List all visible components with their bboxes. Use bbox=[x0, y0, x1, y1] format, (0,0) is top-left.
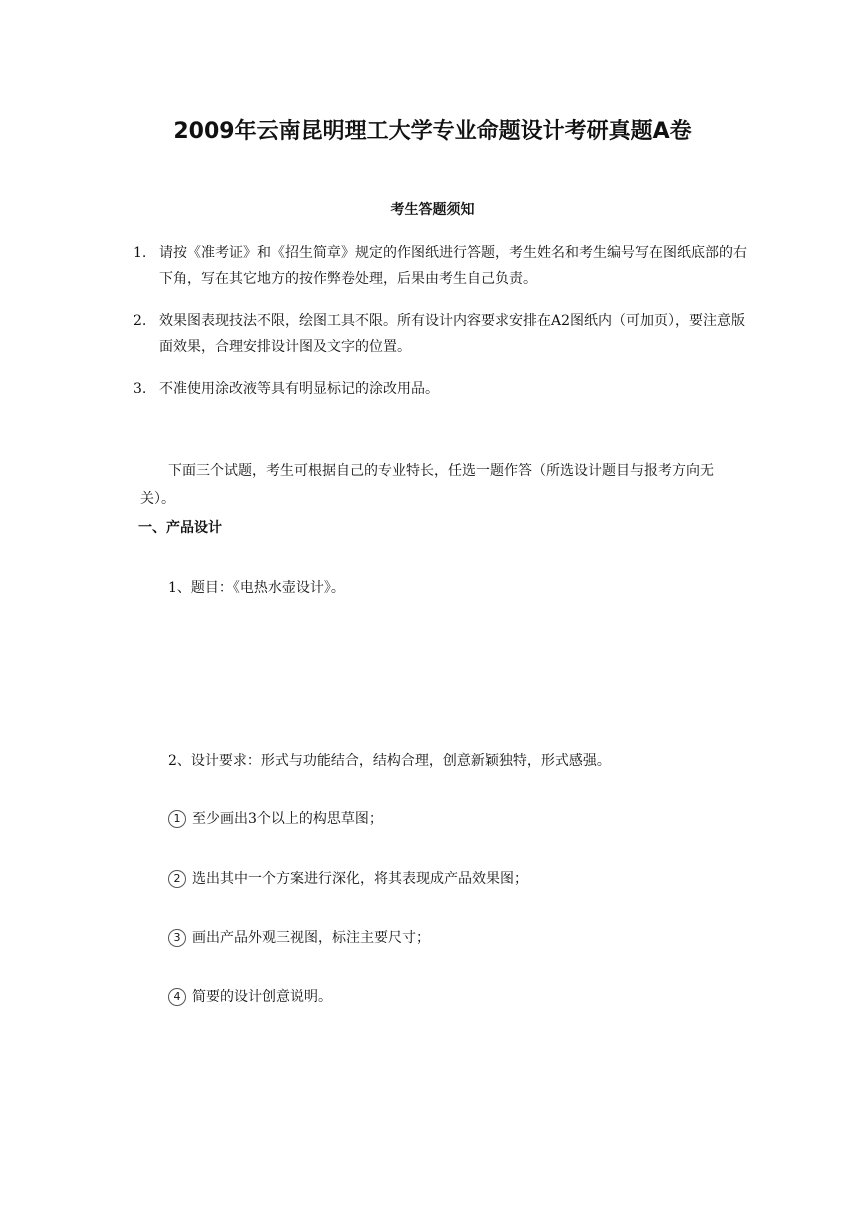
requirement-point-text: 画出产品外观三视图，标注主要尺寸； bbox=[192, 930, 430, 946]
intro-paragraph: 下面三个试题，考生可根据自己的专业特长，任选一题作答（所选设计题目与报考方向无关）。 bbox=[140, 463, 714, 507]
circled-number-1: 1 bbox=[168, 810, 186, 828]
page-title: 2009年云南昆明理工大学专业命题设计考研真题A卷 bbox=[173, 119, 692, 144]
requirement-point-2 bbox=[168, 868, 528, 888]
notice-item-1 bbox=[133, 240, 753, 292]
topic-line: 1、题目：《电热水壶设计》。 bbox=[168, 580, 345, 596]
section-heading-product-design: 一、产品设计 bbox=[138, 520, 222, 536]
notice-item-3 bbox=[133, 376, 753, 402]
requirement-point-text: 选出其中一个方案进行深化，将其表现成产品效果图； bbox=[192, 871, 528, 887]
notice-item-number: 3. bbox=[133, 381, 147, 397]
circled-number-3: 3 bbox=[168, 929, 186, 947]
notice-item-number: 1. bbox=[133, 245, 147, 261]
notice-item-text: 不准使用涂改液等具有明显标记的涂改用品。 bbox=[159, 381, 439, 397]
circled-number-4: 4 bbox=[168, 988, 186, 1006]
notice-item-text: 请按《准考证》和《招生简章》规定的作图纸进行答题，考生姓名和考生编号写在图纸底部的右下角，写在其它地方的按作弊卷处理，后果由考生自己负责。 bbox=[159, 245, 747, 287]
notice-item-number: 2. bbox=[133, 313, 147, 329]
notice-item-2 bbox=[133, 308, 753, 360]
requirements-line: 2、设计要求：形式与功能结合，结构合理，创意新颖独特，形式感强。 bbox=[168, 753, 611, 769]
requirement-point-text: 简要的设计创意说明。 bbox=[192, 989, 332, 1005]
notice-item-text: 效果图表现技法不限，绘图工具不限。所有设计内容要求安排在A2图纸内（可加页），要注意版面效果，合理安排设计图及文字的位置。 bbox=[159, 313, 746, 355]
requirement-point-4 bbox=[168, 986, 332, 1006]
circled-number-2: 2 bbox=[168, 870, 186, 888]
notice-heading: 考生答题须知 bbox=[390, 202, 475, 218]
requirement-point-text: 至少画出3个以上的构思草图； bbox=[192, 811, 383, 827]
requirement-point-3 bbox=[168, 927, 430, 947]
requirement-point-1 bbox=[168, 808, 383, 828]
